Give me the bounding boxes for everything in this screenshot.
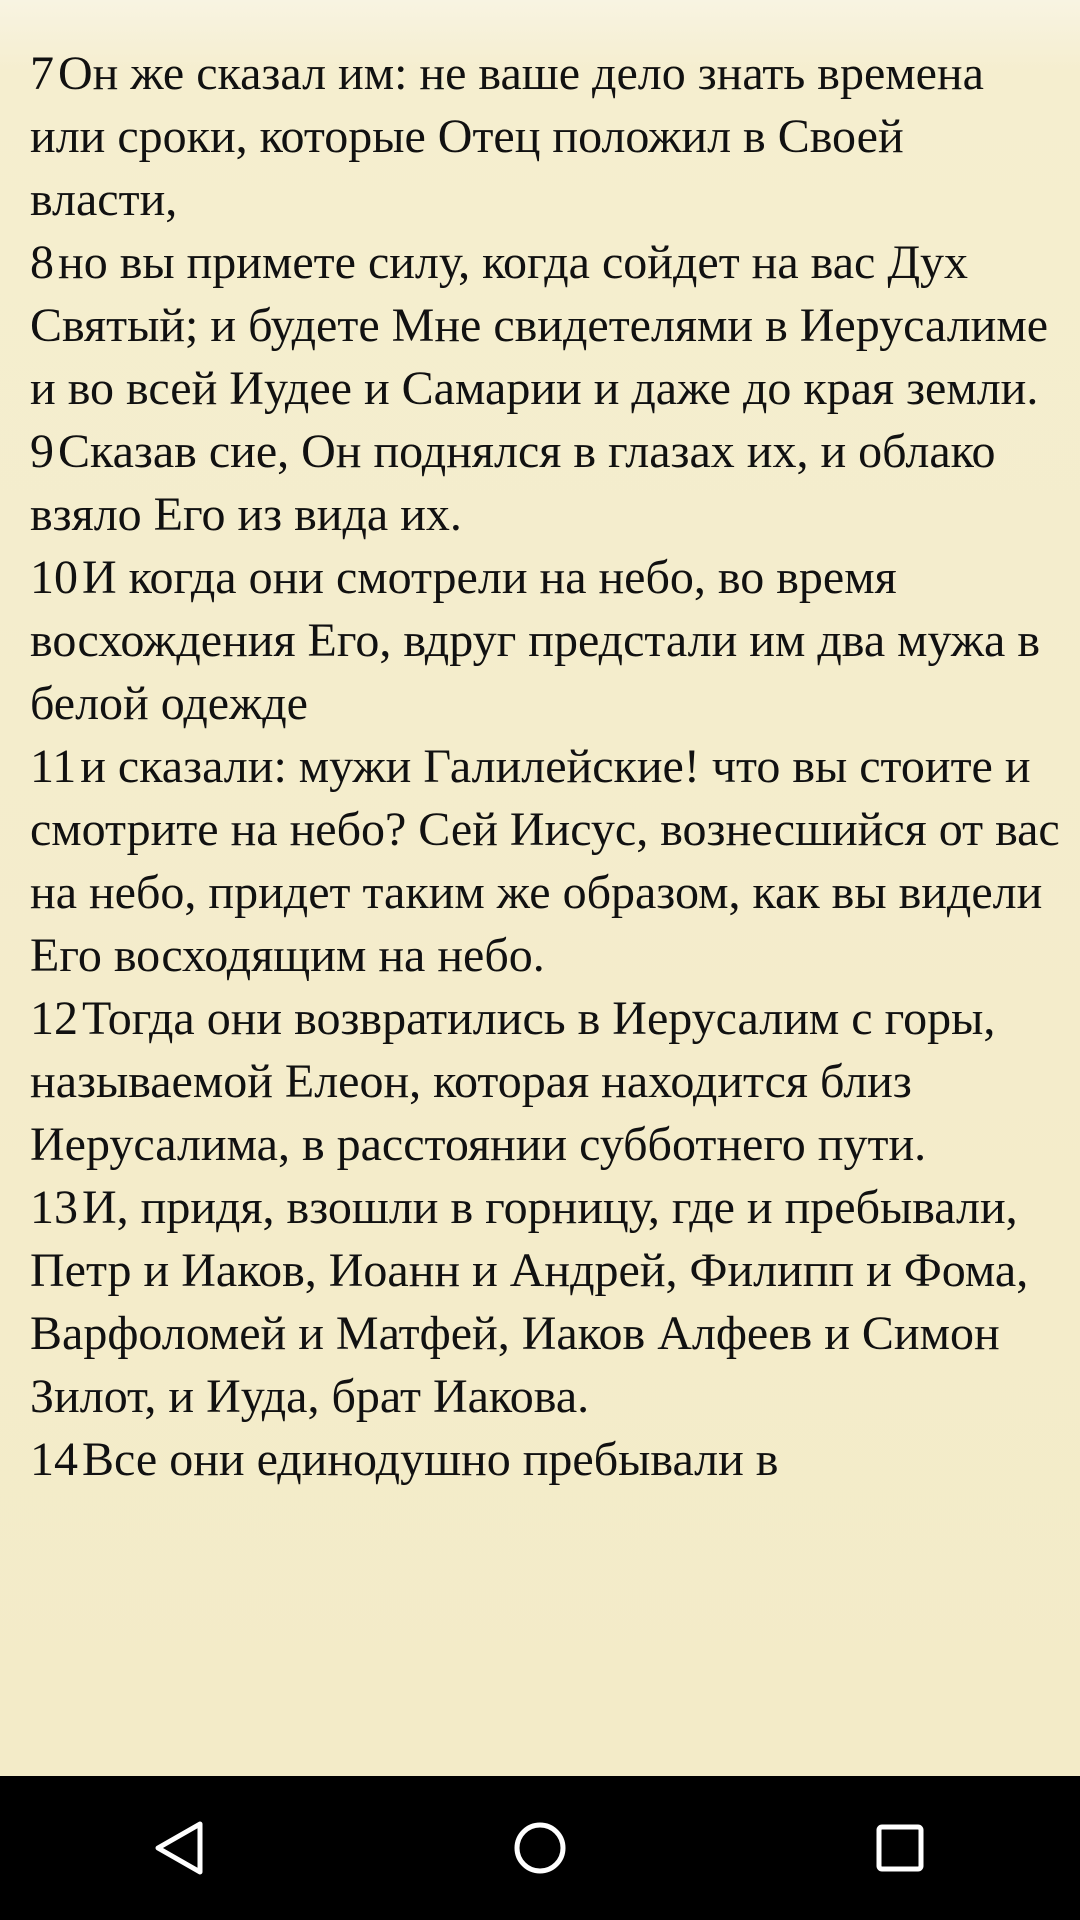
recents-button[interactable] [840, 1788, 960, 1908]
home-circle-icon [510, 1818, 570, 1878]
back-button[interactable] [120, 1788, 240, 1908]
recents-square-icon [870, 1818, 930, 1878]
verse [30, 1428, 1060, 1491]
system-navigation-bar [0, 1776, 1080, 1920]
verse-number: 12 [30, 992, 78, 1045]
verse-text-block [30, 42, 1060, 1491]
verse [30, 42, 1060, 231]
verse [30, 420, 1060, 546]
back-triangle-icon [150, 1818, 210, 1878]
verse-text: И, придя, взошли в горницу, где и пребывали, Петр и Иаков, Иоанн и Андрей, Филипп и Фома, Варфоломей и Матфей, Иаков Алфеев и Симон Зилот, и Иуда, брат Иакова. [30, 1181, 1029, 1423]
verse-number: 14 [30, 1433, 78, 1486]
verse-text: и сказали: мужи Галилейские! что вы стоите и смотрите на небо? Сей Иисус, вознесшийся от вас на небо, придет таким же образом, как вы видели Его восходящим на небо. [30, 740, 1060, 982]
verse-text: но вы примете силу, когда сойдет на вас Дух Святый; и будете Мне свидетелями в Иерусалиме и во всей Иудее и Самарии и даже до края земли. [30, 236, 1049, 415]
verse-text: Все они единодушно пребывали в [82, 1433, 779, 1486]
verse-text: Тогда они возвратились в Иерусалим с горы, называемой Елеон, которая находится близ Иерусалима, в расстоянии субботнего пути. [30, 992, 996, 1171]
verse [30, 987, 1060, 1176]
verse-text: И когда они смотрели на небо, во время восхождения Его, вдруг предстали им два мужа в белой одежде [30, 551, 1040, 730]
verse-number: 9 [30, 425, 54, 478]
verse [30, 1176, 1060, 1428]
verse [30, 231, 1060, 420]
home-button[interactable] [480, 1788, 600, 1908]
verse-text: Он же сказал им: не ваше дело знать времена или сроки, которые Отец положил в Своей власти, [30, 47, 984, 226]
verse-number: 13 [30, 1181, 78, 1234]
verse-number: 7 [30, 47, 54, 100]
verse-number: 10 [30, 551, 78, 604]
verse-text: Сказав сие, Он поднялся в глазах их, и облако взяло Его из вида их. [30, 425, 996, 541]
verse-number: 8 [30, 236, 54, 289]
verse [30, 735, 1060, 987]
verse-number: 11 [30, 740, 77, 793]
verse [30, 546, 1060, 735]
